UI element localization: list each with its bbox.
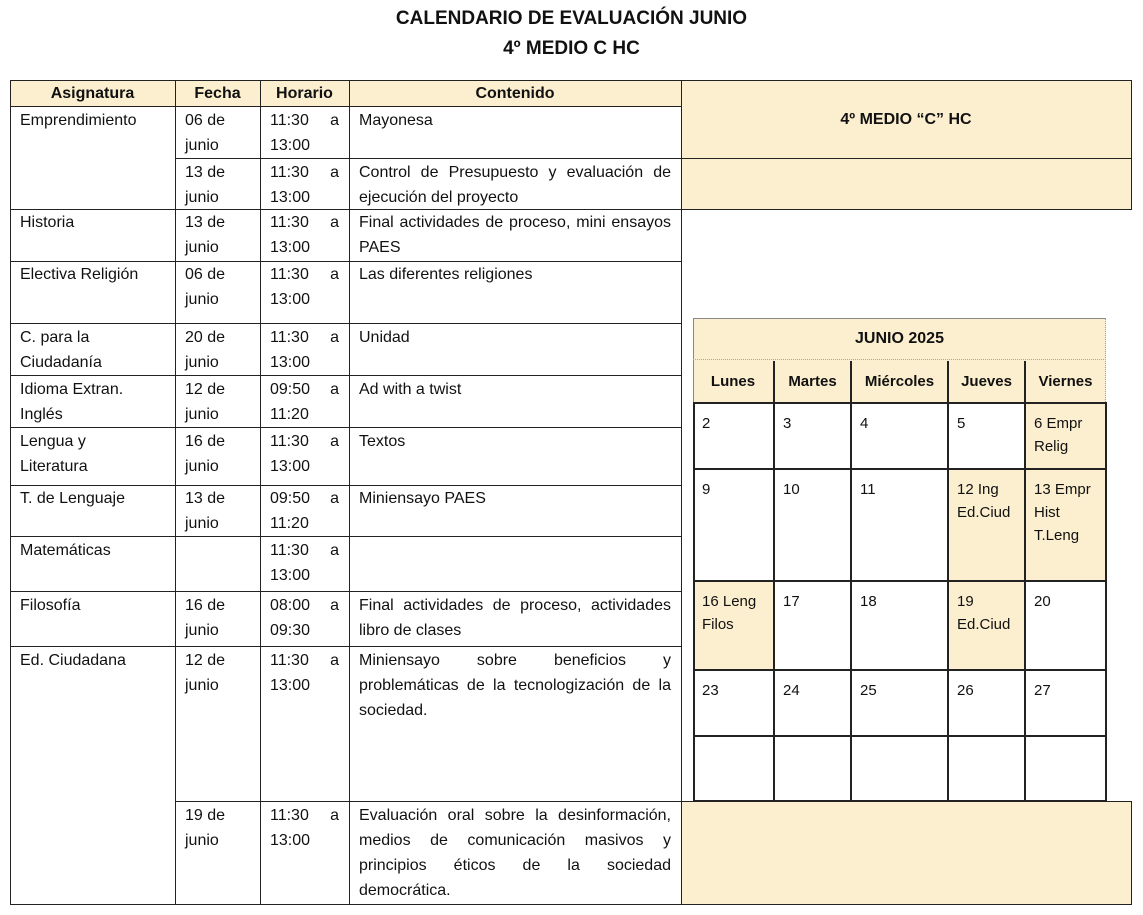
horario-cell: 11:30 a 13:00: [270, 112, 339, 154]
calendar-border: [1105, 318, 1106, 402]
calendar-day-cell: [1025, 736, 1106, 801]
calendar-day-header: Miércoles: [864, 373, 935, 390]
calendar-border: [1105, 402, 1107, 802]
fecha-cell: 13 de junio: [185, 214, 226, 256]
table-border: [10, 904, 1131, 905]
fecha-cell: 12 de junio: [185, 652, 226, 694]
calendar-border: [693, 735, 1106, 737]
table-border: [175, 80, 176, 905]
calendar-day-cell: [774, 736, 851, 801]
calendar-border: [693, 318, 1106, 319]
table-border: [10, 80, 1131, 81]
document-subtitle: 4º MEDIO C HC: [503, 38, 640, 59]
calendar-day-cell: 26: [957, 682, 974, 699]
document-title: CALENDARIO DE EVALUACIÓN JUNIO: [395, 8, 748, 29]
calendar-border: [947, 361, 949, 802]
contenido-cell: Evaluación oral sobre la desinformación, medios de comunicación masivos y principios éticos de la sociedad democrática.: [359, 807, 671, 899]
fecha-cell: 06 de junio: [185, 266, 226, 308]
calendar-day-cell: 17: [783, 593, 800, 610]
subject-cell: Idioma Extran. Inglés: [20, 381, 124, 423]
side-bottom-panel: [681, 802, 1131, 905]
contenido-cell: Miniensayo sobre beneficios y problemáticas de la tecnologización de la sociedad.: [359, 652, 671, 719]
fecha-cell: 06 de junio: [185, 112, 226, 154]
calendar-day-cell: [693, 736, 773, 801]
horario-cell: 11:30 a 13:00: [270, 266, 339, 308]
table-border: [10, 106, 681, 107]
calendar-border: [1024, 361, 1026, 802]
horario-cell: 11:30 a 13:00: [270, 807, 339, 849]
calendar-day-cell: 27: [1034, 682, 1051, 699]
horario-cell: 09:50 a 11:20: [270, 490, 339, 532]
horario-cell: 11:30 a 13:00: [270, 329, 339, 371]
fecha-cell: 13 de junio: [185, 164, 226, 206]
table-border: [10, 209, 1131, 210]
subject-cell: Lengua y Literatura: [20, 433, 88, 475]
calendar-border: [693, 359, 1106, 360]
calendar-day-cell: [851, 736, 948, 801]
table-border: [10, 80, 11, 905]
table-border: [260, 80, 261, 905]
table-border: [1131, 80, 1132, 210]
calendar-day-cell-highlighted: 13 Empr Hist T.Leng: [1025, 469, 1106, 580]
subject-cell: Ed. Ciudadana: [20, 652, 126, 669]
calendar-border: [693, 402, 1106, 404]
table-border: [1131, 801, 1132, 905]
calendar-border: [693, 580, 1106, 582]
table-border: [349, 80, 350, 905]
calendar-day-cell: 20: [1034, 593, 1051, 610]
header-contenido: Contenido: [349, 81, 681, 106]
subject-cell: Matemáticas: [20, 542, 111, 559]
horario-cell: 09:50 a 11:20: [270, 381, 339, 423]
calendar-day-header: Viernes: [1038, 373, 1093, 390]
header-horario: Horario: [260, 81, 349, 106]
table-border: [175, 158, 1131, 159]
header-asignatura: Asignatura: [10, 81, 175, 106]
calendar-border: [693, 318, 694, 402]
contenido-cell: Unidad: [359, 329, 410, 346]
calendar-border: [693, 800, 1106, 802]
calendar-day-header: Lunes: [710, 373, 756, 390]
calendar-border: [693, 669, 1106, 671]
calendar-day-cell-highlighted: 12 Ing Ed.Ciud: [948, 469, 1025, 580]
calendar-day-cell: 3: [783, 415, 792, 432]
calendar-border: [773, 361, 775, 802]
subject-cell: Emprendimiento: [20, 112, 137, 129]
table-border: [10, 646, 681, 647]
subject-cell: Electiva Religión: [20, 266, 139, 283]
horario-cell: 11:30 a 13:00: [270, 652, 339, 694]
table-border: [10, 427, 681, 428]
fecha-cell: 19 de junio: [185, 807, 226, 849]
calendar-day-cell: 2: [702, 415, 711, 432]
horario-cell: 11:30 a 13:00: [270, 542, 339, 584]
calendar-day-cell: 9: [702, 481, 711, 498]
subject-cell: C. para la Ciudadanía: [20, 329, 102, 371]
contenido-cell: Miniensayo PAES: [359, 490, 486, 507]
table-border: [10, 536, 681, 537]
calendar-day-cell: 5: [957, 415, 966, 432]
fecha-cell: 13 de junio: [185, 490, 226, 532]
table-border: [10, 591, 681, 592]
calendar-day-cell-highlighted: 6 Empr Relig: [1025, 403, 1106, 468]
calendar-day-cell-highlighted: 19 Ed.Ciud: [948, 581, 1025, 669]
calendar-day-header: Martes: [788, 373, 837, 390]
subject-cell: Historia: [20, 214, 75, 231]
calendar-day-cell-highlighted: 16 Leng Filos: [693, 581, 773, 669]
contenido-cell: Final actividades de proceso, actividades libro de clases: [359, 597, 671, 639]
contenido-cell: Textos: [359, 433, 406, 450]
calendar-day-cell: 11: [860, 481, 876, 498]
contenido-cell: Final actividades de proceso, mini ensayos PAES: [359, 214, 671, 256]
calendar-border: [850, 361, 852, 802]
calendar-day-cell: 4: [860, 415, 869, 432]
calendar-title: JUNIO 2025: [855, 330, 944, 347]
contenido-cell: Control de Presupuesto y evaluación de ejecución del proyecto: [359, 164, 671, 206]
calendar-border: [693, 402, 695, 802]
table-border: [681, 80, 682, 905]
contenido-cell: Mayonesa: [359, 112, 433, 129]
fecha-cell: 20 de junio: [185, 329, 226, 371]
calendar-day-cell: 23: [702, 682, 719, 699]
table-border: [10, 261, 681, 262]
contenido-cell: Las diferentes religiones: [359, 266, 533, 283]
calendar-border: [693, 468, 1106, 470]
subject-cell: T. de Lenguaje: [20, 490, 125, 507]
side-header-panel: [681, 80, 1131, 209]
subject-cell: Filosofía: [20, 597, 81, 614]
calendar-day-cell: 24: [783, 682, 800, 699]
horario-cell: 08:00 a 09:30: [270, 597, 339, 639]
calendar-day-cell: 10: [783, 481, 800, 498]
table-border: [10, 485, 681, 486]
calendar-day-cell: [948, 736, 1025, 801]
side-header-title: 4º MEDIO “C” HC: [840, 111, 972, 128]
table-border: [10, 375, 681, 376]
calendar-day-cell: 25: [860, 682, 877, 699]
fecha-cell: 16 de junio: [185, 433, 226, 475]
calendar-day-cell: 18: [860, 593, 877, 610]
horario-cell: 11:30 a 13:00: [270, 164, 339, 206]
fecha-cell: 12 de junio: [185, 381, 226, 423]
contenido-cell: Ad with a twist: [359, 381, 462, 398]
table-border: [10, 323, 681, 324]
header-fecha: Fecha: [175, 81, 260, 106]
calendar-day-header: Jueves: [961, 373, 1012, 390]
horario-cell: 11:30 a 13:00: [270, 214, 339, 256]
horario-cell: 11:30 a 13:00: [270, 433, 339, 475]
fecha-cell: 16 de junio: [185, 597, 226, 639]
